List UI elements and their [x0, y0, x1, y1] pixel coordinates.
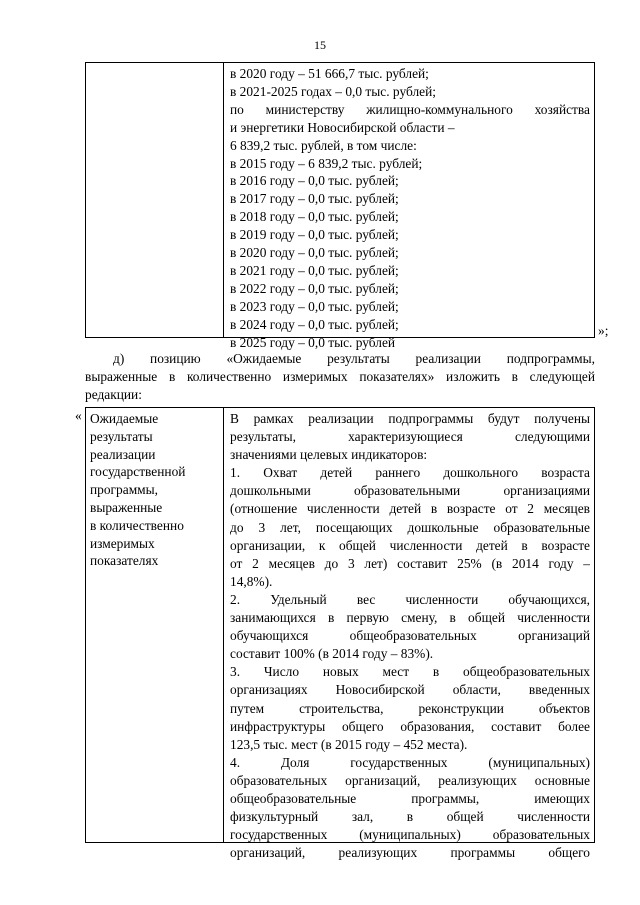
results-text-line: 2. Удельный вес численности обучающихся,: [230, 591, 590, 607]
funding-line: в 2021 году – 0,0 тыс. рублей;: [230, 262, 399, 278]
page-number: 15: [314, 38, 326, 52]
results-text-line: 3. Число новых мест в общеобразовательных: [230, 664, 590, 680]
funding-line: в 2018 году – 0,0 тыс. рублей;: [230, 209, 399, 225]
funding-line: в 2016 году – 0,0 тыс. рублей;: [230, 173, 399, 189]
funding-line: в 2025 году – 0,0 тыс. рублей: [230, 334, 396, 350]
results-label-line: показателях: [90, 553, 159, 569]
funding-table-left-cell: [86, 63, 224, 337]
results-label-line: Ожидаемые: [90, 411, 159, 426]
results-text-line: организаций, реализующих программы общего: [230, 845, 590, 861]
results-text-line: значениями целевых индикаторов:: [230, 447, 428, 463]
results-text-line: организациях Новосибирской области, введенных: [230, 682, 590, 698]
funding-line: в 2019 году – 0,0 тыс. рублей;: [230, 227, 399, 243]
funding-line: в 2022 году – 0,0 тыс. рублей;: [230, 280, 399, 296]
results-text-line: физкультурный зал, в общей численности: [230, 809, 590, 825]
closing-quote-mark: »;: [598, 323, 609, 338]
results-text-line: дошкольными образовательными организациями: [230, 483, 590, 499]
funding-line: в 2020 году – 51 666,7 тыс. рублей;: [230, 66, 429, 81]
funding-line: 6 839,2 тыс. рублей, в том числе:: [230, 137, 417, 153]
results-text-line: 123,5 тыс. мест (в 2015 году – 452 места).: [230, 736, 468, 752]
results-text-line: результаты, характеризующиеся следующими: [230, 429, 590, 445]
results-table-right-cell: [224, 408, 594, 861]
results-text-line: образовательных организаций, реализующих основные: [230, 772, 590, 788]
funding-line: в 2015 году – 6 839,2 тыс. рублей;: [230, 155, 423, 171]
funding-line: в 2017 году – 0,0 тыс. рублей;: [230, 191, 399, 207]
results-text-line: до 3 лет, посещающих дошкольные образовательные: [230, 519, 590, 535]
funding-table-right-cell: [224, 63, 594, 350]
results-label-line: результаты: [90, 428, 153, 444]
results-text-line: 4. Доля государственных (муниципальных): [230, 754, 590, 770]
paragraph-d: [85, 350, 595, 403]
funding-line: в 2023 году – 0,0 тыс. рублей;: [230, 298, 399, 314]
results-text-line: инфраструктуры общего образования, составит более: [230, 718, 590, 734]
results-text-line: занимающихся в первую смену, в общей численности: [230, 610, 590, 626]
paragraph-d-line: редакции:: [85, 386, 142, 402]
results-text-line: В рамках реализации подпрограммы будут получены: [230, 411, 590, 426]
results-text-line: 14,8%).: [230, 573, 273, 589]
funding-line: в 2024 году – 0,0 тыс. рублей;: [230, 316, 399, 332]
results-text-line: организации, к общей численности детей в возрасте: [230, 537, 590, 553]
results-text-line: государственных (муниципальных) образовательных: [230, 827, 590, 843]
funding-line: в 2021-2025 годах – 0,0 тыс. рублей;: [230, 83, 436, 99]
results-text-line: общеобразовательные программы, имеющих: [230, 790, 590, 806]
funding-table: [85, 62, 595, 350]
results-table-left-cell: [86, 408, 224, 842]
results-text-line: 1. Охват детей раннего дошкольного возраста: [230, 465, 590, 481]
funding-line: в 2020 году – 0,0 тыс. рублей;: [230, 245, 399, 261]
results-text-line: путем строительства, реконструкции объектов: [230, 700, 590, 716]
results-text-line: (отношение численности детей в возрасте от 2 месяцев: [230, 501, 590, 517]
results-text-line: обучающихся общеобразовательных организаций: [230, 628, 590, 644]
results-label-line: выраженные: [90, 499, 163, 515]
results-label-line: программы,: [90, 482, 158, 498]
paragraph-d-line: выраженные в количественно измеримых показателях» изложить в следующей: [85, 368, 595, 384]
results-label-line: в количественно: [90, 517, 184, 533]
funding-line: и энергетики Новосибирской области –: [230, 119, 455, 135]
funding-line: по министерству жилищно-коммунального хозяйства: [230, 101, 590, 117]
paragraph-d-line: д) позицию «Ожидаемые результаты реализации подпрограммы,: [113, 351, 595, 366]
results-label-line: государственной: [90, 464, 186, 480]
results-label-line: реализации: [90, 446, 156, 462]
results-text-line: от 2 месяцев до 3 лет) составит 25% (в 2014 году –: [230, 555, 590, 571]
opening-quote-mark: «: [75, 408, 82, 423]
results-label-line: измеримых: [90, 535, 155, 551]
results-table: [85, 407, 595, 861]
results-text-line: составит 100% (в 2014 году – 83%).: [230, 646, 434, 662]
